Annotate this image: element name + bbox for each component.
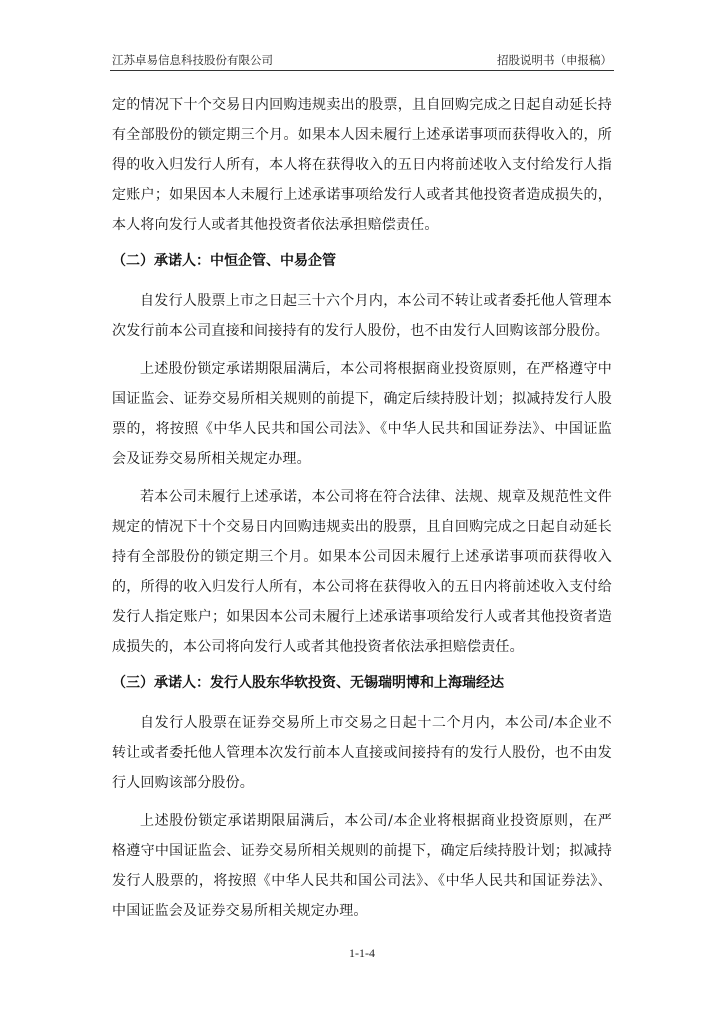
paragraph-post-lockup-plan: 上述股份锁定承诺期限届满后，本公司将根据商业投资原则，在严格遵守中国证监会、证券交易所相关规则的前提下，确定后续持股计划；拟减持发行人股票的，将按照《中华人民共和国公司法》、《中华人民共和国证券法》、中国证监会及证券交易所相关规定办理。 [112, 361, 612, 467]
paragraph-lockup-12-months: 自发行人股票在证券交易所上市交易之日起十二个月内，本公司/本企业不转让或者委托他人管理本次发行前本人直接或间接持有的发行人股份，也不由发行人回购该部分股份。 [112, 715, 612, 791]
paragraph-continued: 定的情况下十个交易日内回购违规卖出的股票，且自回购完成之日起自动延长持有全部股份的锁定期三个月。如果本人因未履行上述承诺事项而获得收入的，所得的收入归发行人所有，本人将在获得收入的五日内将前述收入支付给发行人指定账户；如果因本人未履行上述承诺事项给发行人或者其他投资者造成损失的，本人将向发行人或者其他投资者依法承担赔偿责任。 [112, 97, 612, 233]
paragraph-breach-remedy: 若本公司未履行上述承诺，本公司将在符合法律、法规、规章及规范性文件规定的情况下十个交易日内回购违规卖出的股票，且自回购完成之日起自动延长持有全部股份的锁定期三个月。如果本公司因未履行上述承诺事项而获得收入的，所得的收入归发行人所有，本公司将在获得收入的五日内将前述收入支付给发行人指定账户；如果因本公司未履行上述承诺事项给发行人或者其他投资者造成损失的，本公司将向发行人或者其他投资者依法承担赔偿责任。 [112, 489, 612, 655]
section-heading-2: （二）承诺人：中恒企管、中易企管 [112, 253, 336, 269]
section-heading-3: （三）承诺人：发行人股东华软投资、无锡瑞明博和上海瑞经达 [112, 675, 504, 691]
page-header [112, 50, 612, 70]
header-document-type: 招股说明书（申报稿） [497, 53, 612, 67]
page-number: 1-1-4 [349, 946, 375, 960]
header-company-name: 江苏卓易信息科技股份有限公司 [112, 53, 273, 67]
paragraph-lockup-36-months: 自发行人股票上市之日起三十六个月内，本公司不转让或者委托他人管理本次发行前本公司直接和间接持有的发行人股份，也不由发行人回购该部分股份。 [112, 293, 612, 339]
header-divider [110, 70, 614, 71]
document-body [112, 90, 612, 926]
paragraph-post-lockup-plan-2: 上述股份锁定承诺期限届满后，本公司/本企业将根据商业投资原则，在严格遵守中国证监会、证券交易所相关规则的前提下，确定后续持股计划；拟减持发行人股票的，将按照《中华人民共和国公司法》、《中华人民共和国证券法》、中国证监会及证券交易所相关规定办理。 [112, 813, 612, 919]
